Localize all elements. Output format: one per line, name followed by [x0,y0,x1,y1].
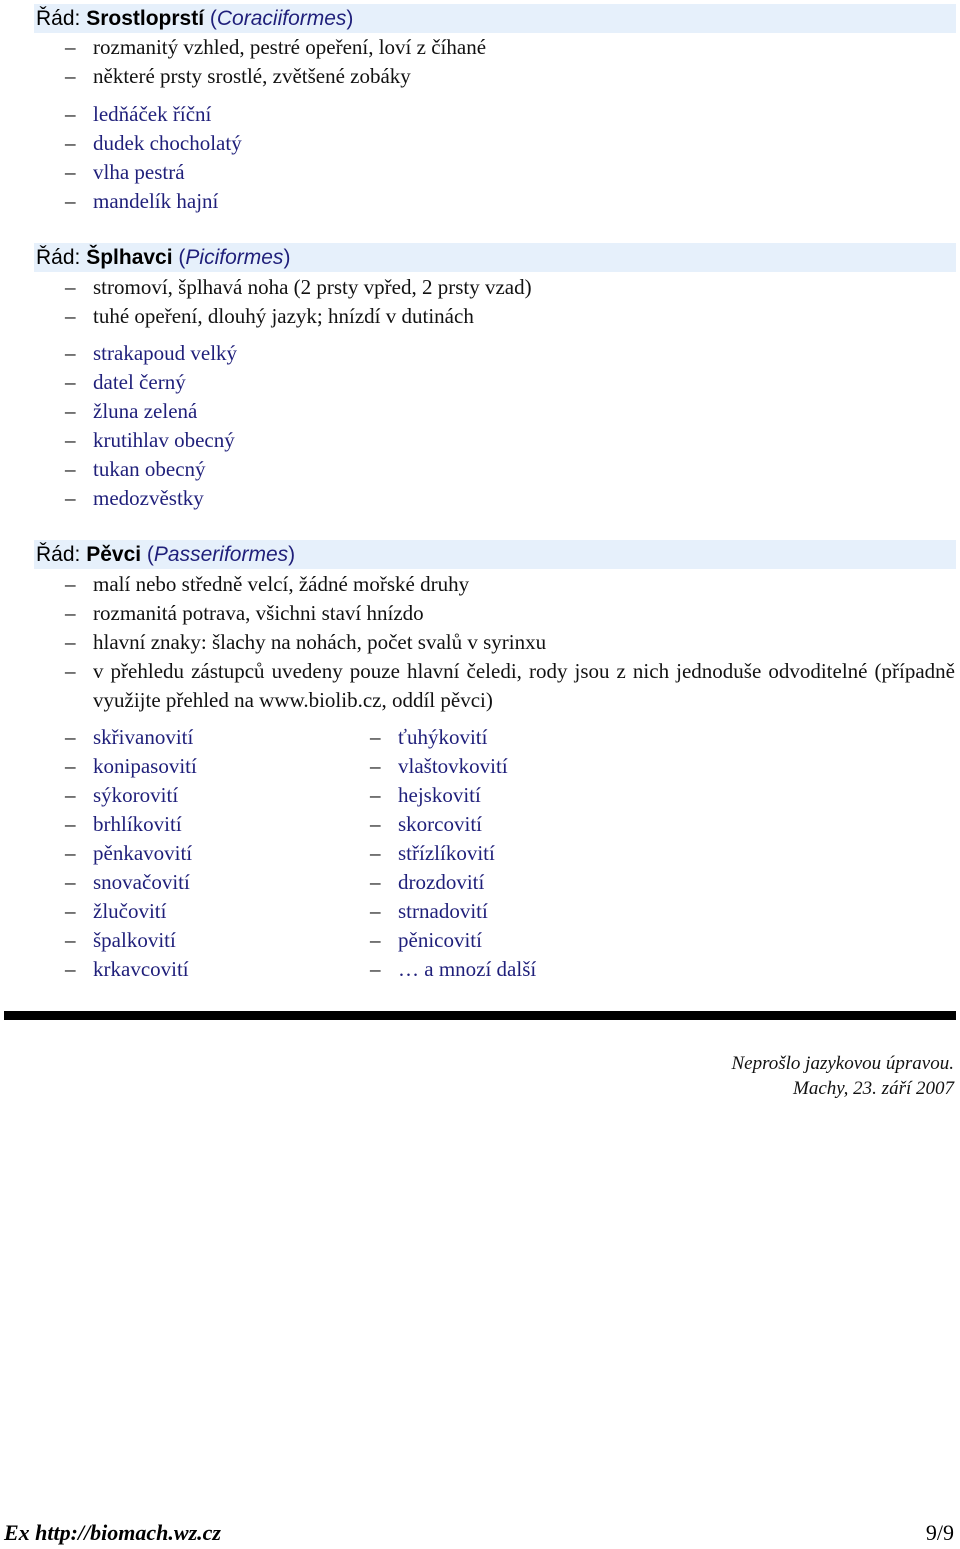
order-heading-passeriformes: Řád: Pěvci (Passeriformes) [34,540,956,569]
order-heading-piciformes: Řád: Šplhavci (Piciformes) [34,243,956,272]
footer-page-number: 9/9 [925,1520,954,1545]
order-name: Pěvci [86,543,142,566]
order-name: Srostloprstí [86,7,205,30]
order-heading-coraciiformes: Řád: Srostloprstí (Coraciiformes) [34,4,956,33]
review-note: Neprošlo jazykovou úpravou. [731,1053,954,1074]
horizontal-rule [4,1011,956,1020]
document-page: Řád: Srostloprstí (Coraciiformes) – rozmanitý vzhled, pestré opeření, loví z číhané – některé prsty srostlé, zvětšené zobáky – ledňáček říční – dudek chocholatý – vlha pestrá – mandelík hajní Řád: Šplhavci (Piciformes) – stromoví, šplhavá noha (2 prsty vpřed, 2 prsty vzad) – tuhé opeření, dlouhý jazyk; hnízdí v dutinách – strakapoud velký – datel černý – žluna zelená – krutihlav obecný – tukan obecný – medozvěstky Řád: Pěvci (Passeriformes) – malí nebo středně velcí, žádné mořské druhy – rozmanitá potrava, všichni staví hnízdo – hlavní znaky: šlachy na nohách, počet svalů v syrinxu – v přehledu zástupců uvedeny pouze hlavní čeledi, rody jsou z nich jednoduše odvoditelné (případně využijte přehled na www.biolib.cz, oddíl pěvci) – skřivanovití – konipasovití – sýkorovití – brhlíkovití – pěnkavovití – snovačovití – žlučovití – špalkovití – krkavcovití – ťuhýkovití – vlaštovkovití – hejskovití – skorcovití – střízlíkovití – drozdovití – strnadovití – pěnicovití – … a mnozí další Neprošlo jazykovou úpravou. Machy, 23. září 2007 Ex http://biomach.wz.cz 9/9 [0,0,960,1549]
footer-source: Ex http://biomach.wz.cz [4,1520,221,1545]
paragraph-bullet: – [65,659,76,683]
order-label: Řád: [36,543,87,566]
order-latin-name: Piciformes [185,246,284,269]
order-label: Řád: [36,246,87,269]
order-label: Řád: [36,7,87,30]
author-date: Machy, 23. září 2007 [793,1078,954,1099]
order-name: Šplhavci [86,246,173,269]
order-latin-name: Passeriformes [153,543,289,566]
order-latin-name: Coraciiformes [216,7,347,30]
families-note-paragraph: v přehledu zástupců uvedeny pouze hlavní čeledi, rody jsou z nich jednoduše odvoditelné (případně využijte přehled na www.biolib.cz, oddíl pěvci) [93,659,955,712]
